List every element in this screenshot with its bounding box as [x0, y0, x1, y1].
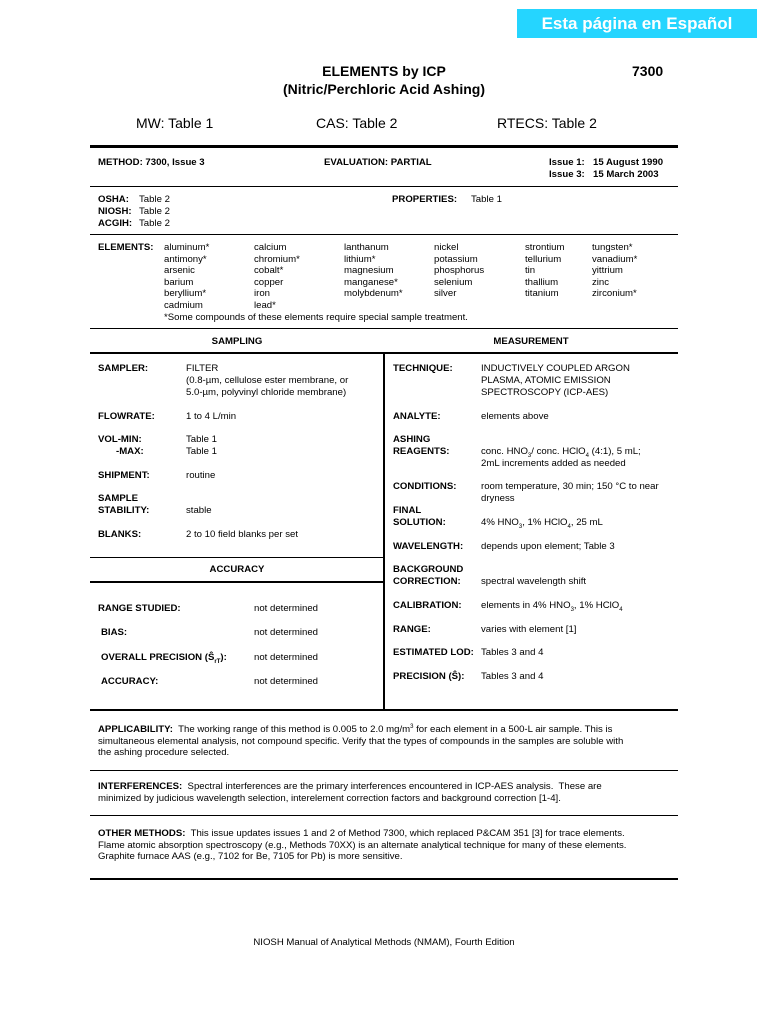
range-studied-value: not determined — [254, 603, 318, 614]
element-item: tellurium — [525, 253, 562, 265]
interferences: INTERFERENCES: Spectral interferences are the primary interferences encountered in ICP-AES analysis. These are minimized by judicious wavelength selection, interelement correction factors and background correction [1-4]. — [98, 781, 602, 804]
other-methods: OTHER METHODS: This issue updates issues 1 and 2 of Method 7300, which replaced P&CAM 351 [3] for trace elements. Flame atomic absorption spectroscopy (e.g., Methods 70XX) is an alternate analytical technique for many of these elements. Graphite furnace AAS (e.g., 7102 for Be, 7105 for Pb) is more sensitive. — [98, 828, 627, 863]
element-item: antimony* — [164, 253, 207, 265]
rule — [90, 234, 678, 235]
technique-line-2: PLASMA, ATOMIC EMISSION — [481, 375, 611, 386]
method-subtitle: (Nitric/Perchloric Acid Ashing) — [283, 81, 485, 97]
acgih-value: Table 2 — [139, 218, 170, 229]
rule — [90, 186, 678, 187]
element-item: tin — [525, 265, 536, 277]
analyte-value: elements above — [481, 411, 549, 422]
ashing-line-2: 2mL increments added as needed — [481, 458, 626, 469]
element-item: nickel — [434, 242, 459, 253]
rule — [90, 328, 678, 329]
element-item: strontium — [525, 242, 565, 253]
measurement-heading: MEASUREMENT — [493, 336, 569, 347]
overall-precision-label: OVERALL PRECISION $(Ŝ_{rT})$: — [101, 652, 227, 665]
technique-line-3: SPECTROSCOPY (ICP-AES) — [481, 387, 609, 398]
element-item: selenium — [434, 276, 473, 288]
rule — [90, 581, 384, 583]
calibration-label: CALIBRATION: — [393, 600, 462, 611]
element-item: magnesium — [344, 265, 394, 277]
element-item: beryllium* — [164, 288, 207, 300]
element-item: phosphorus — [434, 265, 485, 277]
conditions-label: CONDITIONS: — [393, 481, 457, 492]
element-item: silver — [434, 288, 457, 300]
precision-value: Tables 3 and 4 — [481, 671, 544, 682]
rtecs-field: RTECS: Table 2 — [497, 115, 597, 131]
element-item: potassium — [434, 253, 478, 265]
bias-label: BIAS: — [101, 627, 128, 638]
sampling-heading: SAMPLING — [211, 336, 263, 347]
volmin-label: VOL-MIN: — [98, 434, 142, 445]
element-item: copper — [254, 276, 284, 288]
method-number: 7300 — [632, 63, 664, 79]
rule — [90, 770, 678, 771]
shipment-value: routine — [186, 470, 216, 481]
shipment-label: SHIPMENT: — [98, 470, 150, 481]
element-item: zinc — [592, 276, 610, 288]
element-item: aluminum* — [164, 242, 210, 253]
mw-field: MW: Table 1 — [136, 115, 214, 131]
blanks-value: 2 to 10 field blanks per set — [186, 529, 298, 540]
flowrate-label: FLOWRATE: — [98, 411, 155, 422]
rule — [90, 557, 384, 558]
background-value: spectral wavelength shift — [481, 576, 587, 587]
stability-label-2: STABILITY: — [98, 505, 150, 516]
sampler-line-2: (0.8-µm, cellulose ester membrane, or — [186, 375, 349, 386]
final-solution-value: 4% $HNO_3$, 1% HClO$_4$, 25 mL — [481, 517, 603, 530]
volmin-value: Table 1 — [186, 434, 217, 445]
properties-value: Table 1 — [471, 194, 502, 205]
lod-label: ESTIMATED LOD: — [393, 647, 474, 658]
final-label-1: FINAL — [393, 505, 422, 516]
elements-label: ELEMENTS: — [98, 242, 154, 253]
acgih-label: ACGIH: — [98, 218, 133, 229]
background-label-2: CORRECTION: — [393, 576, 461, 587]
overall-precision-value: not determined — [254, 652, 318, 663]
element-item: titanium — [525, 288, 559, 300]
footer: NIOSH Manual of Analytical Methods (NMAM), Fourth Edition — [253, 937, 515, 948]
column-divider — [383, 352, 385, 709]
wavelength-value: depends upon element; Table 3 — [481, 541, 615, 552]
blanks-label: BLANKS: — [98, 529, 142, 540]
element-item: barium — [164, 276, 194, 288]
sampler-label: SAMPLER: — [98, 363, 149, 374]
niosh-label: NIOSH: — [98, 206, 132, 217]
rule — [90, 878, 678, 880]
element-item: yittrium — [592, 265, 623, 277]
element-item: iron — [254, 288, 270, 300]
issue1-date: 15 August 1990 — [593, 157, 664, 168]
element-item: manganese* — [344, 276, 398, 288]
method-title: ELEMENTS by ICP — [322, 63, 446, 79]
applicability: APPLICABILITY: The working range of this method is 0.005 to 2.0 $mg/m^3$ for each element in a 500-L air sample. This is simultaneous elemental analysis, not compound specific. Verify that the types of compounds in the samples are soluble with the ashing procedure selected. — [98, 724, 624, 759]
technique-label: TECHNIQUE: — [393, 363, 453, 374]
cas-field: CAS: Table 2 — [316, 115, 398, 131]
properties-label: PROPERTIES: — [392, 194, 458, 205]
background-label-1: BACKGROUND — [393, 564, 464, 575]
rule — [90, 709, 678, 711]
wavelength-label: WAVELENGTH: — [393, 541, 464, 552]
flowrate-value: 1 to 4 L/min — [186, 411, 237, 422]
calibration-value: elements in 4% $HNO_3$, 1% HClO$_4$ — [481, 600, 623, 613]
method-issue: METHOD: 7300, Issue 3 — [98, 157, 205, 168]
stability-value: stable — [186, 505, 212, 516]
conditions-line-1: room temperature, 30 min; 150 °C to near — [481, 481, 659, 492]
range-value: varies with element [1] — [481, 624, 577, 635]
top-rule — [90, 145, 678, 148]
issue3-label: Issue 3: — [549, 169, 585, 180]
lod-value: Tables 3 and 4 — [481, 647, 544, 658]
accuracy-value: not determined — [254, 676, 318, 687]
stability-label-1: SAMPLE — [98, 493, 138, 504]
rule — [90, 815, 678, 816]
element-item: thallium — [525, 276, 559, 288]
osha-value: Table 2 — [139, 194, 170, 205]
range-studied-label: RANGE STUDIED: — [98, 603, 181, 614]
element-item: molybdenum* — [344, 288, 403, 300]
technique-line-1: INDUCTIVELY COUPLED ARGON — [481, 363, 630, 374]
elements-note: *Some compounds of these elements require special sample treatment. — [164, 312, 468, 323]
osha-label: OSHA: — [98, 194, 129, 205]
accuracy-heading: ACCURACY — [209, 564, 265, 575]
sampler-line-1: FILTER — [186, 363, 219, 374]
ashing-label-1: ASHING — [393, 434, 431, 445]
precision-label: PRECISION (Ŝ): — [393, 671, 465, 682]
volmax-value: Table 1 — [186, 446, 217, 457]
issue3-date: 15 March 2003 — [593, 169, 659, 180]
element-item: cadmium — [164, 300, 203, 311]
sampler-line-3: 5.0-µm, polyvinyl chloride membrane) — [186, 387, 347, 398]
element-item: cobalt* — [254, 265, 284, 277]
element-item: lithium* — [344, 253, 376, 265]
element-item: lead* — [254, 300, 276, 311]
element-item: vanadium* — [592, 253, 638, 265]
niosh-value: Table 2 — [139, 206, 170, 217]
final-label-2: SOLUTION: — [393, 517, 446, 528]
volmax-label: -MAX: — [116, 446, 144, 457]
ashing-label-2: REAGENTS: — [393, 446, 450, 457]
analyte-label: ANALYTE: — [393, 411, 441, 422]
element-item: arsenic — [164, 265, 195, 277]
element-item: lanthanum — [344, 242, 389, 253]
element-item: chromium* — [254, 253, 300, 265]
evaluation: EVALUATION: PARTIAL — [324, 157, 432, 168]
range-label: RANGE: — [393, 624, 431, 635]
bias-value: not determined — [254, 627, 318, 638]
ashing-line-1: conc. $HNO_3/$ conc. HClO$_4$ (4:1), 5 mL; — [481, 446, 641, 459]
spanish-version-button[interactable]: Esta página en Español — [517, 9, 757, 38]
element-item: calcium — [254, 242, 287, 253]
issue1-label: Issue 1: — [549, 157, 585, 168]
element-item: tungsten* — [592, 242, 633, 253]
element-item: zirconium* — [592, 288, 637, 300]
conditions-line-2: dryness — [481, 493, 515, 504]
accuracy-label: ACCURACY: — [101, 676, 159, 687]
